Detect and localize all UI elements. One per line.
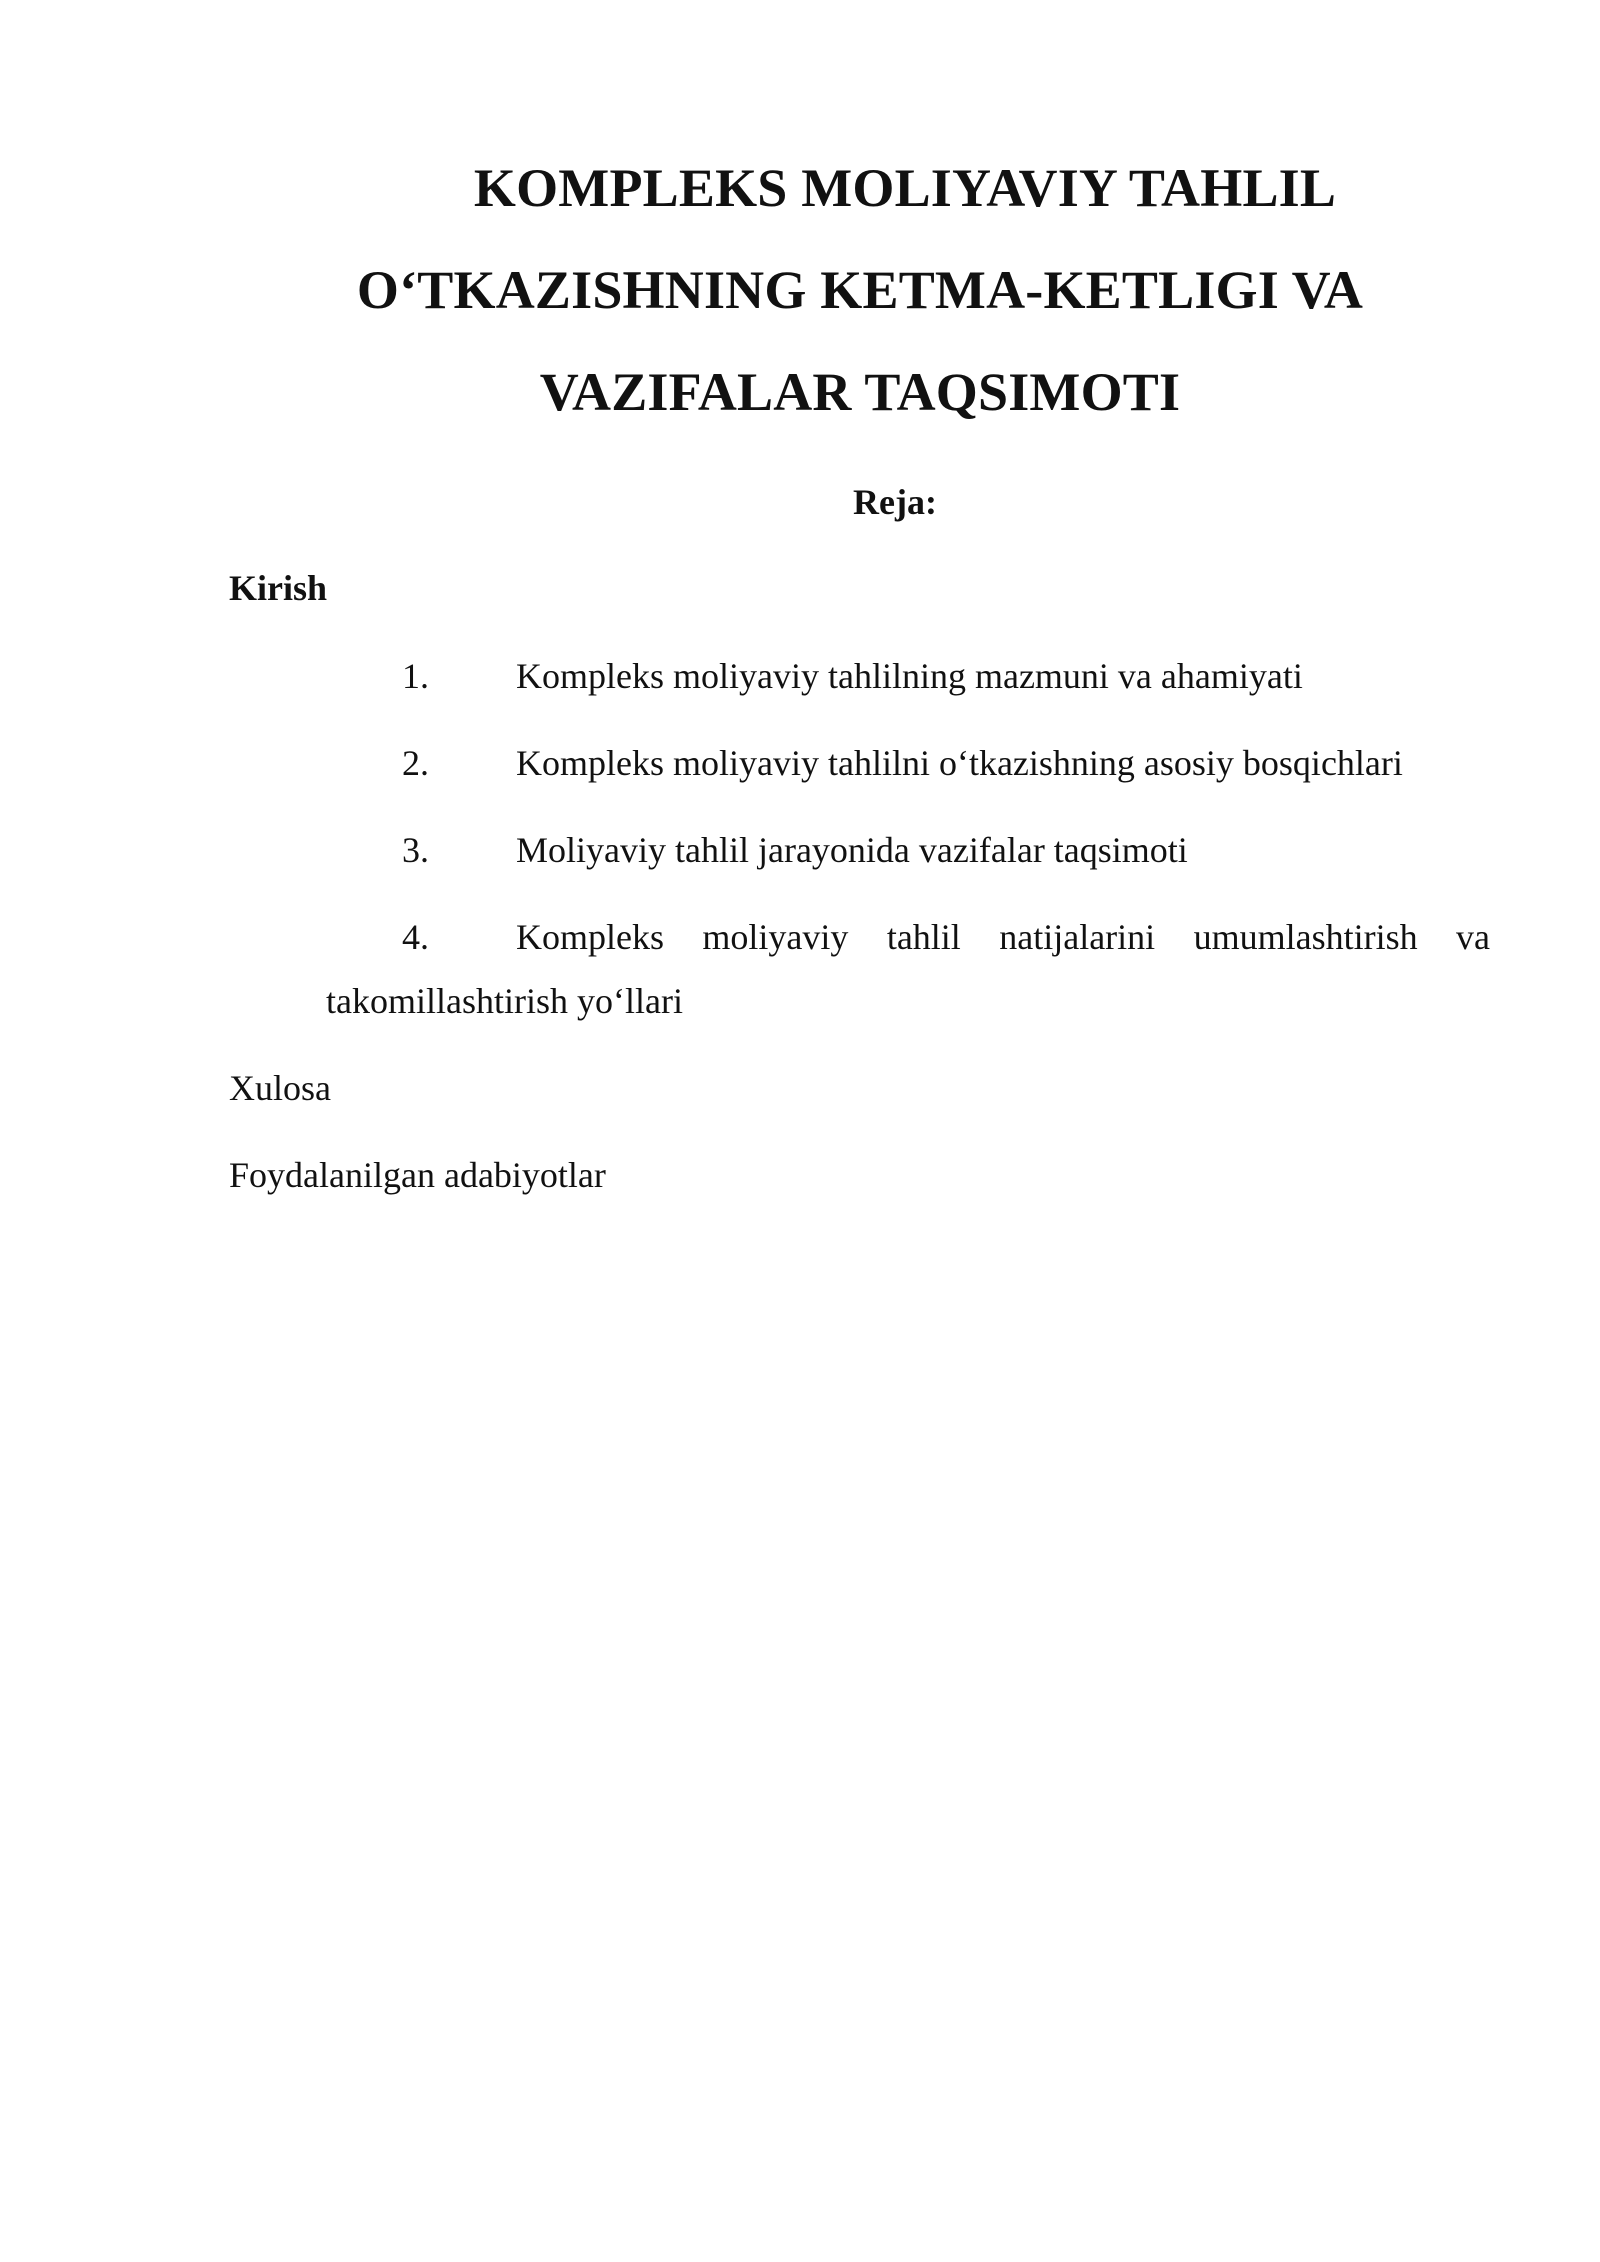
document-title-line-2: O‘TKAZISHNING KETMA-KETLIGI VA [356, 260, 1364, 320]
document-title-line-3: VAZIFALAR TAQSIMOTI [539, 362, 1181, 422]
plan-item-text: Kompleks moliyaviy tahlilni o‘tkazishning asosiy bosqichlari [516, 743, 1403, 783]
conclusion-item: Xulosa [229, 1068, 331, 1108]
intro-heading: Kirish [229, 568, 328, 608]
plan-heading: Reja: [853, 482, 937, 522]
document-title-line-1: KOMPLEKS MOLIYAVIY TAHLIL [473, 158, 1337, 218]
plan-item-text: Moliyaviy tahlil jarayonida vazifalar taqsimoti [516, 830, 1188, 870]
plan-item-number: 1. [402, 656, 429, 696]
plan-item-text-line-1: Kompleks moliyaviy tahlil natijalarini umumlashtirish va [516, 917, 1490, 957]
plan-item-number: 4. [402, 917, 429, 957]
references-item: Foydalanilgan adabiyotlar [229, 1155, 606, 1195]
plan-item-number: 2. [402, 743, 429, 783]
plan-item-number: 3. [402, 830, 429, 870]
plan-item-text: Kompleks moliyaviy tahlilning mazmuni va ahamiyati [516, 656, 1303, 696]
plan-item-text-line-2: takomillashtirish yo‘llari [326, 981, 683, 1021]
